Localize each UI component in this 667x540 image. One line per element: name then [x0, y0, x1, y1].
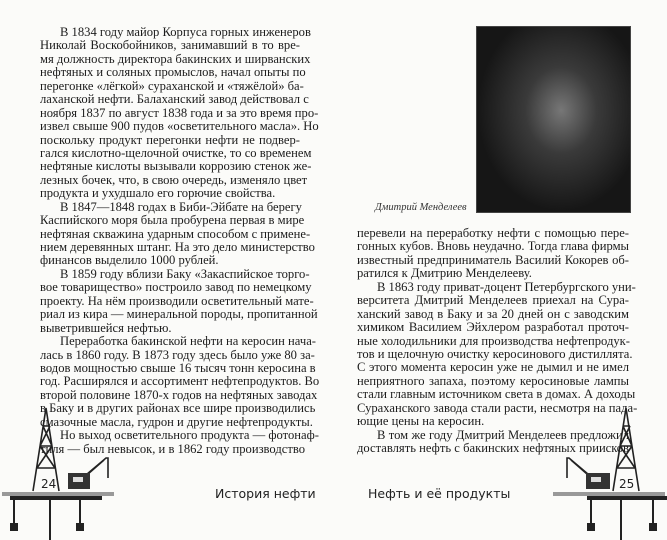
text-line: В 1863 году приват-доцент Петербургского уни-: [377, 279, 636, 294]
text-line: лаханской нефти. Балаханский завод действовал с: [40, 92, 309, 107]
text-line: водов мощностью свыше 16 тысяч тонн керосина в: [40, 360, 316, 375]
text-line: нефтяные кислоты вызывали коррозию стенок же-: [40, 159, 312, 174]
text-line: нефтяных и соляных промыслов, начал опыты по: [40, 65, 306, 80]
text-line: Сураханского завода стали расти, несмотря на пада-: [357, 400, 638, 415]
text-line: финансов выделило 1000 рублей.: [40, 253, 219, 268]
text-line: ханский завод в Баку и за 20 дней он с заводским: [357, 306, 629, 321]
text-line: Каспийского моря была пробурена первая в мире: [40, 213, 305, 228]
text-line: тиля — был невысок, и в 1862 году производство: [40, 441, 306, 456]
text-line: Николай Воскобойников, занимавший в то вре-: [40, 38, 300, 53]
mendeleev-photo: [476, 26, 631, 213]
text-line: ющие цены на керосин.: [357, 414, 485, 429]
text-line: ратился к Дмитрию Менделееву.: [357, 266, 532, 281]
text-line: лезных бочек, что, в свою очередь, изменяло цвет: [40, 172, 308, 187]
text-line: неприятного запаха, поэтому керосиновые лампы: [357, 373, 629, 388]
text-line: в Баку и в других районах все шире производились: [40, 401, 316, 416]
text-line: извел свыше 900 пудов «осветительного масла». Но: [40, 119, 319, 134]
text-line: смазочные масла, гудрон и другие нефтепродукты.: [40, 414, 313, 429]
left-page: [0, 0, 333, 540]
text-line: ноября 1837 по август 1838 года и за это время про-: [40, 105, 319, 120]
text-line: стали главным источником света в домах. А доходы: [357, 387, 636, 402]
text-line: продукта и ухудшало его горючие свойства.: [40, 186, 276, 201]
text-line: второй половине 1870-х годов на нефтяных заводах: [40, 387, 318, 402]
text-line: В том же году Дмитрий Менделеев предложил: [377, 427, 629, 442]
text-line: проекту. На нём производили осветительный мате-: [40, 293, 314, 308]
text-line: доставлять нефть с бакинских нефтяных приисков: [357, 441, 629, 455]
text-line: гонных кубов. Вновь неудачно. Тогда глава фирмы: [357, 239, 629, 254]
text-line: год. Расширялся и ассортимент нефтепродуктов. Во: [40, 374, 320, 389]
text-line: нефтяная скважина ударным способом с примене-: [40, 226, 311, 241]
text-line: Но выход осветительного продукта — фотонаф-: [60, 428, 319, 443]
running-title: История нефти: [215, 486, 316, 501]
text-line: В 1847—1848 годах в Биби-Эйбате на берегу: [60, 199, 302, 214]
text-line: С этого момента керосин уже не дымил и не имел: [357, 360, 629, 375]
text-line: выветрившейся нефтью.: [40, 320, 172, 335]
text-line: вое товарищество» построило завод по немецкому: [40, 280, 312, 295]
page-number: 24: [41, 477, 57, 491]
photo-caption: Дмитрий Менделеев: [375, 202, 467, 213]
text-line: Переработка бакинской нефти на керосин нача-: [60, 334, 316, 349]
running-title: Нефть и её продукты: [368, 486, 511, 501]
oil-rig-illustration-right: [551, 398, 667, 540]
text-line: ные холодильники для производства нефтепродук-: [357, 333, 630, 348]
page-number: 25: [619, 477, 635, 491]
text-line: нием деревянных штанг. На это дело министерство: [40, 240, 315, 254]
text-line: риал из кира — минеральной породы, пропитанной: [40, 307, 318, 322]
text-line: перевели на переработку нефти с помощью пере-: [357, 226, 629, 240]
text-line: известный предприниматель Василий Кокорев об-: [357, 252, 629, 267]
text-line: В 1834 году майор Корпуса горных инженеров: [60, 25, 311, 39]
text-line: тов и щелочную очистку керосинового дистиллята.: [357, 346, 633, 361]
text-line: перегонке «лёгкой» сураханской и «тяжёлой» ба-: [40, 78, 304, 93]
oil-rig-illustration-left: [0, 398, 120, 540]
text-line: лась в 1860 году. В 1873 году здесь было уже 80 за-: [40, 347, 315, 362]
text-line: химиком Василием Эйхлером разработал проточ-: [357, 320, 629, 335]
text-line: мя должность директора бакинских и ширванских: [40, 51, 311, 66]
left-text-column: [40, 25, 320, 456]
text-line: гался кислотно-щелочной очистке, то со временем: [40, 145, 312, 160]
right-page: [333, 0, 667, 540]
text-line: верситета Дмитрий Менделеев приехал на Сура-: [357, 293, 629, 308]
text-line: В 1859 году вблизи Баку «Закаспийское торго-: [60, 266, 310, 281]
text-line: поскольку продукт перегонки нефти не подвер-: [40, 132, 300, 147]
